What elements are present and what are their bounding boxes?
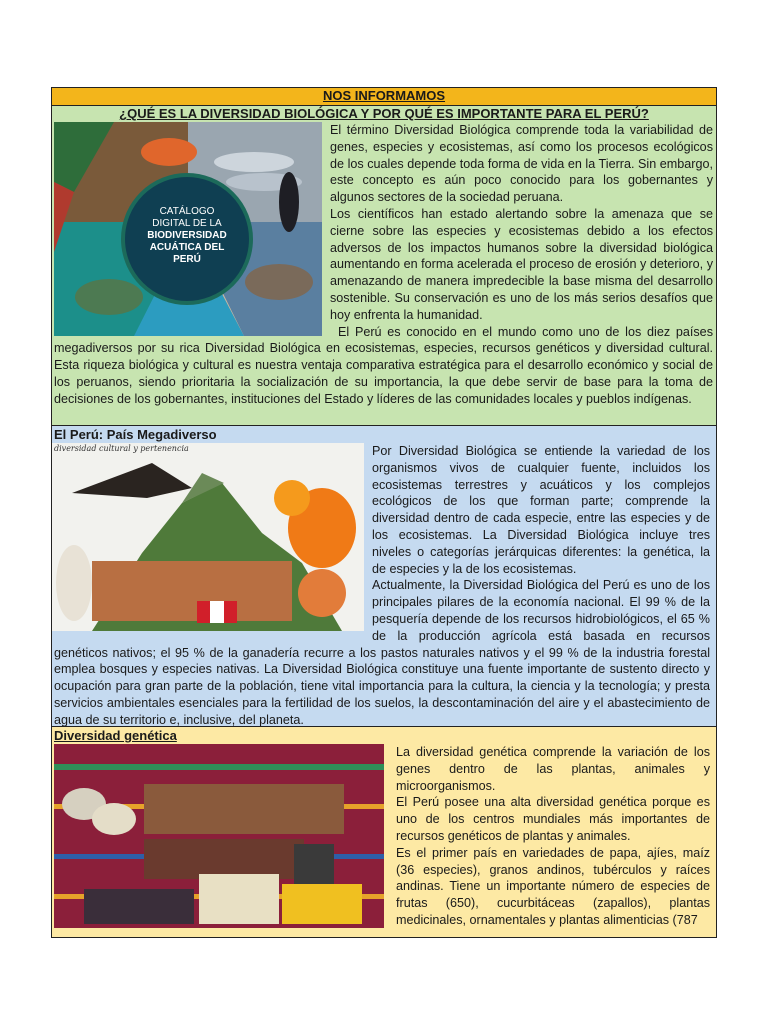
- section-3-paragraph-2: El Perú posee una alta diversidad genética porque es uno de los centros mundiales más importantes de recursos genéticos de plantas y animales.: [396, 795, 710, 843]
- section-biodiversidad: [52, 106, 716, 426]
- section-1-paragraph-1: El término Diversidad Biológica comprende toda la variabilidad de genes, especies y ecosistemas, así como los procesos ecológicos de los cuales depende toda forma de vida en la Tierra. Sin embargo, este concepto es aún poco conocido para los gobernantes y algunos sectores de la sociedad peruana.: [330, 123, 713, 205]
- produce-graphic: [54, 744, 384, 928]
- badge-line-3: BIODIVERSIDAD: [147, 230, 227, 241]
- section-3-title: Diversidad genética: [54, 728, 177, 743]
- section-3-paragraph-1: La diversidad genética comprende la variación de los genes dentro de las plantas, animales y microorganismos.: [396, 745, 710, 793]
- section-1-paragraph-3: El Perú es conocido en el mundo como uno de los diez países megadiversos por su rica Diversidad Biológica en ecosistemas, especies, recursos genéticos y diversidad cultural. Esta riqueza biológica y cultural es nuestra ventaja comparativa estratégica para el desarrollo económico y social de los peruanos, siendo prioritaria la socialización de su importancia, la que debe servir de base para la toma de decisiones de los gobernantes, instituciones del Estado y líderes de las comunidades locales y pueblos indígenas.: [54, 324, 713, 406]
- section-1-paragraph-2: Los científicos han estado alertando sobre la amenaza que se cierne sobre las especies y ecosistemas debido a los efectos adversos de los impactos humanos sobre la diversidad biológica aumentando en forma acelerada el proceso de erosión y deterioro, y amenazando de manera impredecible la base misma del desarrollo sostenible. Su conservación es uno de los más serios desafíos que hoy enfrenta la humanidad.: [330, 206, 713, 322]
- catalog-badge: [130, 182, 244, 296]
- badge-line-1: CATÁLOGO: [159, 206, 215, 217]
- peru-collage-image: [52, 443, 364, 631]
- market-produce-image: [54, 744, 384, 928]
- section-2-title: El Perú: País Megadiverso: [54, 427, 217, 442]
- peru-collage-graphic: [52, 443, 364, 631]
- section-1-title: ¿QUÉ ES LA DIVERSIDAD BIOLÓGICA Y POR QUÉ ES IMPORTANTE PARA EL PERÚ?: [119, 106, 649, 121]
- section-2-paragraph-2: Actualmente, la Diversidad Biológica del Perú es uno de los principales pilares de la economía nacional. El 99 % de la pesquería depende de los recursos hidrobiológicos, el 65 % de la producción agrícola está basada en recursos genéticos nativos; el 95 % de la ganadería recurre a los pastos naturales nativos y el 99 % de la industria forestal emplea bosques y especies nativas. La Diversidad Biológica constituye una fuente importante de sustento directo y ocupación para gran parte de la población, tiene vital importancia para la cultura, la ciencia y la tecnología; y presta servicios ambientales esenciales para la fertilidad de los suelos, la descontaminación del aire y el abastecimiento de agua de su territorio e, inclusive, del planeta.: [54, 578, 710, 727]
- document-page: [51, 87, 717, 938]
- collage-caption: diversidad cultural y pertenencia: [54, 444, 189, 453]
- badge-line-5: PERÚ: [173, 254, 201, 265]
- section-2-paragraph-1: Por Diversidad Biológica se entiende la variedad de los organismos vivos de cualquier fuente, incluidos los ecosistemas terrestres y acuáticos y los complejos ecológicos de los que forman parte; comprende la diversidad dentro de cada especie, entre las especies y de los ecosistemas. La Diversidad Biológica incluye tres niveles o categorías jerárquicas diferentes: la genética, la de especies y la de los ecosistemas.: [372, 444, 710, 576]
- badge-line-4: ACUÁTICA DEL: [149, 242, 225, 253]
- section-pais-megadiverso: [52, 426, 716, 727]
- badge-line-2: DIGITAL DE LA: [152, 218, 222, 229]
- page-header-title: NOS INFORMAMOS: [52, 88, 716, 106]
- section-3-paragraph-3: Es el primer país en variedades de papa, ajíes, maíz (36 especies), granos andinos, tubérculos y raíces andinas. Tiene un importante número de especies de frutas (650), cucurbitáceas (zapallos), plantas medicinales, ornamentales y plantas alimenticias (787: [396, 845, 710, 927]
- catalog-collage-image: [54, 122, 322, 336]
- section-diversidad-genetica: [52, 727, 716, 937]
